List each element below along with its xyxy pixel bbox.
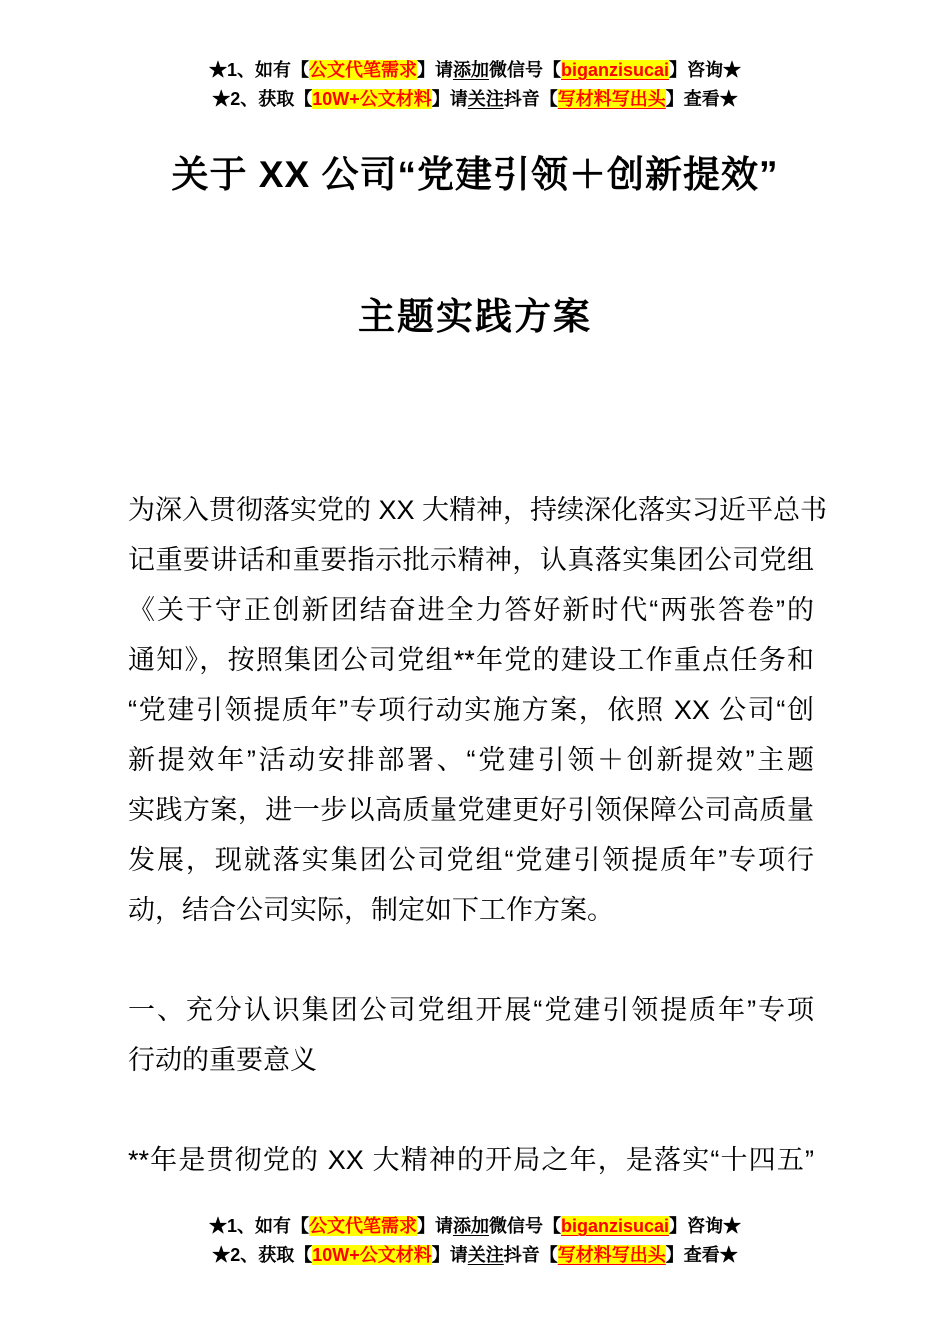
document-title [0,150,950,342]
text-line: 《关于守正创新团结奋进全力答好新时代“两张答卷”的 [128,595,814,625]
promo-segment: ★1、如有【 [208,1216,309,1236]
promo-banner-bottom [0,1212,950,1270]
promo-segment: ★2、获取【 [212,89,313,109]
text-line: **年是贯彻党的 XX 大精神的开局之年，是落实“十四五” [128,1145,814,1175]
text-line: 发展，现就落实集团公司党组“党建引领提质年”专项行 [128,845,814,875]
promo-segment: 】请 [431,89,468,109]
promo-segment: 】查看★ [665,1245,738,1265]
promo-segment: 】咨询★ [669,1216,742,1236]
body-paragraph [128,1135,814,1185]
promo-line [0,56,950,85]
promo-segment: 微信号【 [488,1216,561,1236]
promo-segment: 写材料写出头 [557,1245,666,1265]
promo-segment: 写材料写出头 [557,89,666,109]
text-line: “党建引领提质年”专项行动实施方案，依照 XX 公司“创 [128,695,814,725]
promo-segment: ★1、如有【 [208,60,309,80]
text-line: 动，结合公司实际，制定如下工作方案。 [128,895,614,925]
promo-segment: 公文代笔需求 [308,60,417,80]
text-line: 实践方案，进一步以高质量党建更好引领保障公司高质量 [128,795,814,825]
text-line: 行动的重要意义 [128,1045,317,1075]
promo-segment: 关注 [467,1245,504,1265]
promo-line [0,85,950,114]
promo-segment: 10W+公文材料 [312,1245,432,1265]
document-body [128,485,828,1185]
promo-segment: 添加 [452,1216,489,1236]
section-heading [128,985,814,1085]
promo-segment: 】请 [416,60,453,80]
promo-segment: 微信号【 [488,60,561,80]
promo-segment: 公文代笔需求 [308,1216,417,1236]
promo-segment: 】请 [431,1245,468,1265]
promo-segment: biganzisucai [560,60,670,80]
promo-line [0,1241,950,1270]
promo-segment: 】查看★ [665,89,738,109]
text-line: 记重要讲话和重要指示批示精神，认真落实集团公司党组 [128,545,814,575]
promo-segment: ★2、获取【 [212,1245,313,1265]
text-line: 通知》，按照集团公司党组**年党的建设工作重点任务和 [128,645,814,675]
text-line: 一、充分认识集团公司党组开展“党建引领提质年”专项 [128,995,814,1025]
body-paragraph [128,485,828,935]
promo-segment: 10W+公文材料 [312,89,432,109]
promo-line [0,1212,950,1241]
text-line: 新提效年”活动安排部署、“党建引领＋创新提效”主题 [128,745,814,775]
title-line-1: 关于 XX 公司“党建引领＋创新提效” [171,154,779,195]
promo-segment: 】请 [416,1216,453,1236]
promo-segment: 关注 [467,89,504,109]
promo-segment: biganzisucai [560,1216,670,1236]
promo-segment: 抖音【 [503,89,558,109]
text-line: 为深入贯彻落实党的 XX 大精神，持续深化落实习近平总书 [128,495,828,525]
title-line-2: 主题实践方案 [358,296,592,337]
promo-segment: 添加 [452,60,489,80]
promo-segment: 抖音【 [503,1245,558,1265]
promo-segment: 】咨询★ [669,60,742,80]
promo-banner-top [0,0,950,114]
